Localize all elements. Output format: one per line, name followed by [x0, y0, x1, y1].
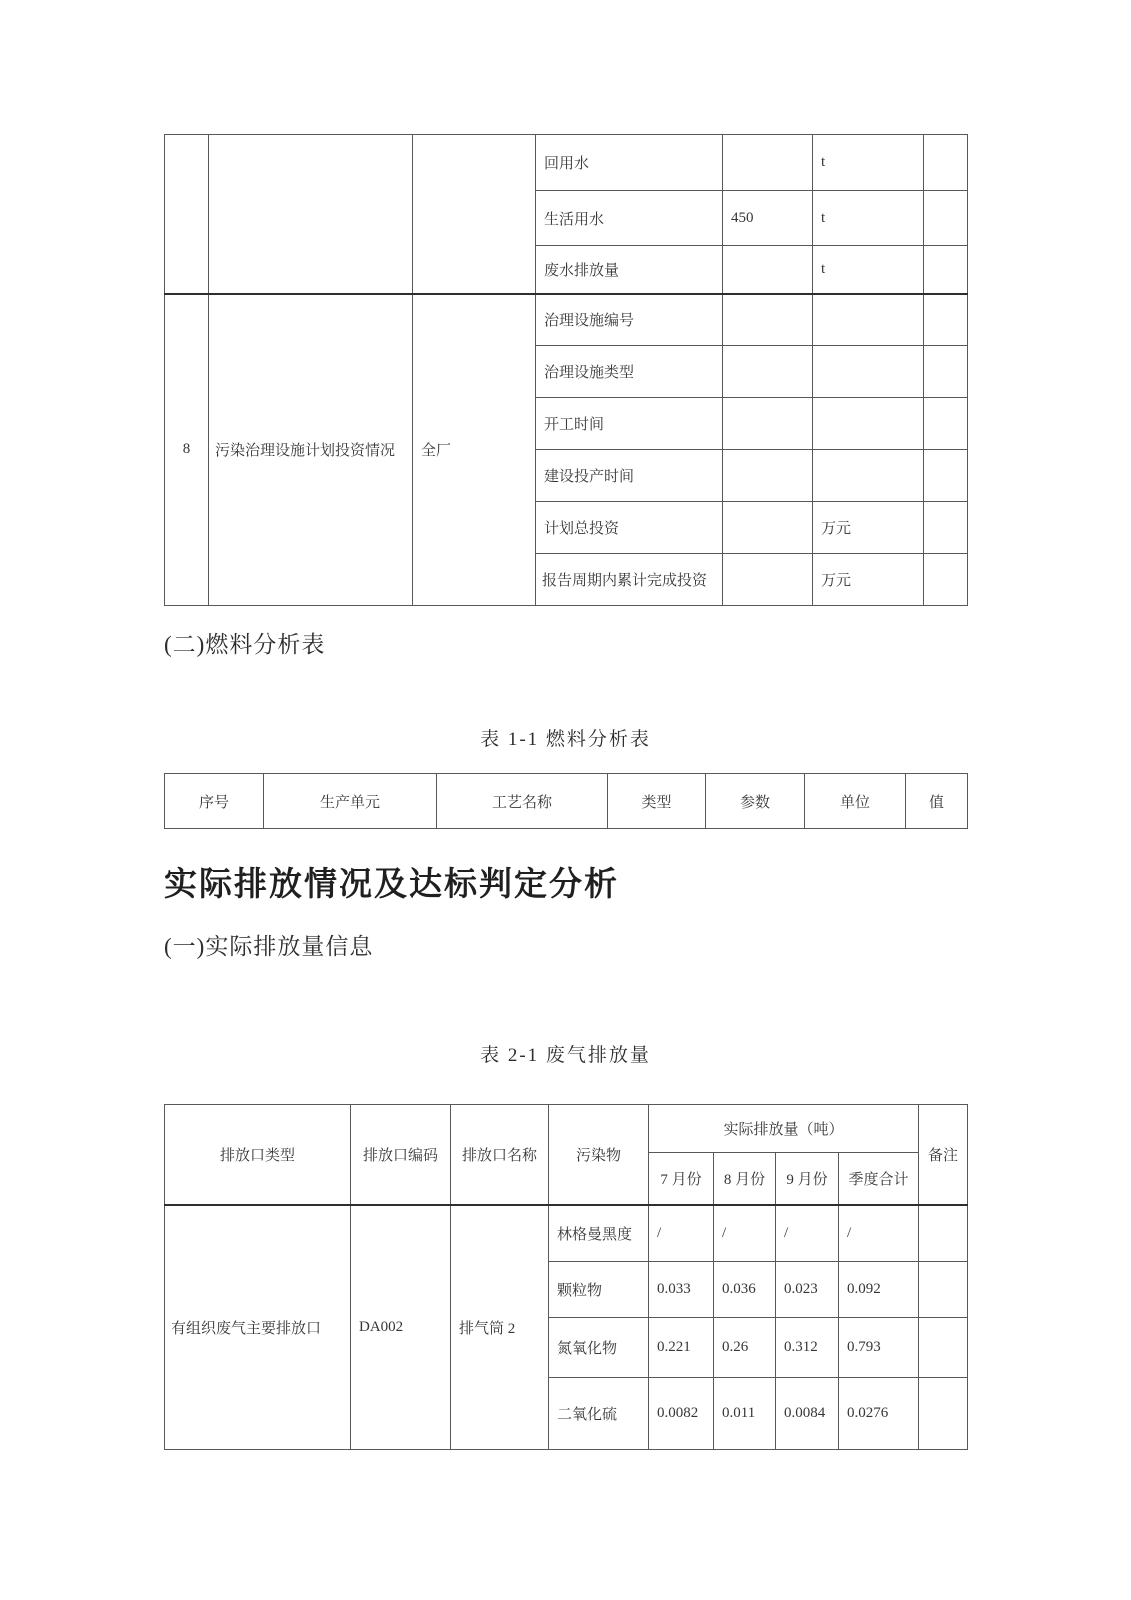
value-july: 0.0082 [649, 1378, 714, 1450]
table2-title: 表 2-1 废气排放量 [480, 1045, 651, 1066]
value-september: 0.312 [776, 1318, 839, 1378]
note-cell [924, 135, 968, 191]
col-header-unit: 单位 [805, 774, 906, 829]
seq-cell-empty [165, 135, 209, 294]
note-cell [924, 191, 968, 246]
value-august: / [714, 1205, 776, 1262]
col-header-outlet-name: 排放口名称 [451, 1105, 549, 1205]
note-cell [924, 398, 968, 450]
col-header-july: 7 月份 [649, 1153, 714, 1205]
outlet-type-cell: 有组织废气主要排放口 [165, 1205, 351, 1450]
col-header-august: 8 月份 [714, 1153, 776, 1205]
value-august: 0.011 [714, 1378, 776, 1450]
section-heading-fuel: (二)燃料分析表 [164, 632, 326, 657]
note-cell [919, 1262, 968, 1318]
pollutant-label: 二氧化硫 [549, 1378, 649, 1450]
item-value [723, 554, 813, 606]
value-august: 0.036 [714, 1262, 776, 1318]
col-header-outlet-type: 排放口类型 [165, 1105, 351, 1205]
item-label: 生活用水 [536, 191, 723, 246]
col-header-production-unit: 生产单元 [264, 774, 437, 829]
item-label: 回用水 [536, 135, 723, 191]
emission-table [164, 1104, 968, 1450]
table-row [165, 135, 968, 191]
col-header-september: 9 月份 [776, 1153, 839, 1205]
pollutant-label: 颗粒物 [549, 1262, 649, 1318]
value-july: 0.033 [649, 1262, 714, 1318]
table-header-row [165, 774, 968, 829]
investment-table [164, 134, 968, 606]
pollutant-label: 林格曼黑度 [549, 1205, 649, 1262]
name-cell-empty [209, 135, 413, 294]
value-september: 0.0084 [776, 1378, 839, 1450]
main-heading: 实际排放情况及达标判定分析 [164, 867, 619, 903]
item-value [723, 398, 813, 450]
col-header-seq: 序号 [165, 774, 264, 829]
item-label: 计划总投资 [536, 502, 723, 554]
scope-cell-empty [413, 135, 536, 294]
item-value [723, 502, 813, 554]
note-cell [924, 554, 968, 606]
fuel-analysis-table [164, 773, 968, 829]
pollutant-label: 氮氧化物 [549, 1318, 649, 1378]
item-label: 报告周期内累计完成投资 [536, 554, 723, 606]
item-value [723, 294, 813, 346]
item-value: 450 [723, 191, 813, 246]
section-heading-actual-emission: (一)实际排放量信息 [164, 934, 374, 959]
note-cell [924, 502, 968, 554]
col-header-outlet-code: 排放口编码 [351, 1105, 451, 1205]
table-row [165, 1205, 968, 1262]
item-label: 开工时间 [536, 398, 723, 450]
item-unit [813, 450, 924, 502]
item-value [723, 450, 813, 502]
item-unit: 万元 [813, 502, 924, 554]
note-cell [924, 450, 968, 502]
col-header-quarter-total: 季度合计 [839, 1153, 919, 1205]
col-header-type: 类型 [608, 774, 706, 829]
note-cell [919, 1378, 968, 1450]
value-quarter-total: / [839, 1205, 919, 1262]
note-cell [924, 246, 968, 294]
note-cell [924, 294, 968, 346]
indicator-name-cell: 污染治理设施计划投资情况 [209, 294, 413, 606]
seq-cell: 8 [165, 294, 209, 606]
col-header-note: 备注 [919, 1105, 968, 1205]
value-july: / [649, 1205, 714, 1262]
value-august: 0.26 [714, 1318, 776, 1378]
item-label: 建设投产时间 [536, 450, 723, 502]
note-cell [919, 1205, 968, 1262]
table1-title: 表 1-1 燃料分析表 [480, 729, 651, 750]
note-cell [924, 346, 968, 398]
item-label: 废水排放量 [536, 246, 723, 294]
value-july: 0.221 [649, 1318, 714, 1378]
value-quarter-total: 0.0276 [839, 1378, 919, 1450]
value-september: 0.023 [776, 1262, 839, 1318]
note-cell [919, 1318, 968, 1378]
item-label: 治理设施编号 [536, 294, 723, 346]
value-september: / [776, 1205, 839, 1262]
table-header-row [165, 1105, 968, 1153]
col-header-parameter: 参数 [706, 774, 805, 829]
item-unit [813, 398, 924, 450]
col-header-process-name: 工艺名称 [437, 774, 608, 829]
value-quarter-total: 0.092 [839, 1262, 919, 1318]
item-value [723, 135, 813, 191]
outlet-code-cell: DA002 [351, 1205, 451, 1450]
value-quarter-total: 0.793 [839, 1318, 919, 1378]
col-header-value: 值 [906, 774, 968, 829]
col-header-actual-amount: 实际排放量（吨） [649, 1105, 919, 1153]
item-unit: 万元 [813, 554, 924, 606]
scope-cell: 全厂 [413, 294, 536, 606]
item-unit: t [813, 191, 924, 246]
item-value [723, 346, 813, 398]
item-unit: t [813, 135, 924, 191]
item-value [723, 246, 813, 294]
item-unit [813, 294, 924, 346]
item-unit [813, 346, 924, 398]
outlet-name-cell: 排气筒 2 [451, 1205, 549, 1450]
item-unit: t [813, 246, 924, 294]
table-row [165, 294, 968, 346]
item-label: 治理设施类型 [536, 346, 723, 398]
col-header-pollutant: 污染物 [549, 1105, 649, 1205]
